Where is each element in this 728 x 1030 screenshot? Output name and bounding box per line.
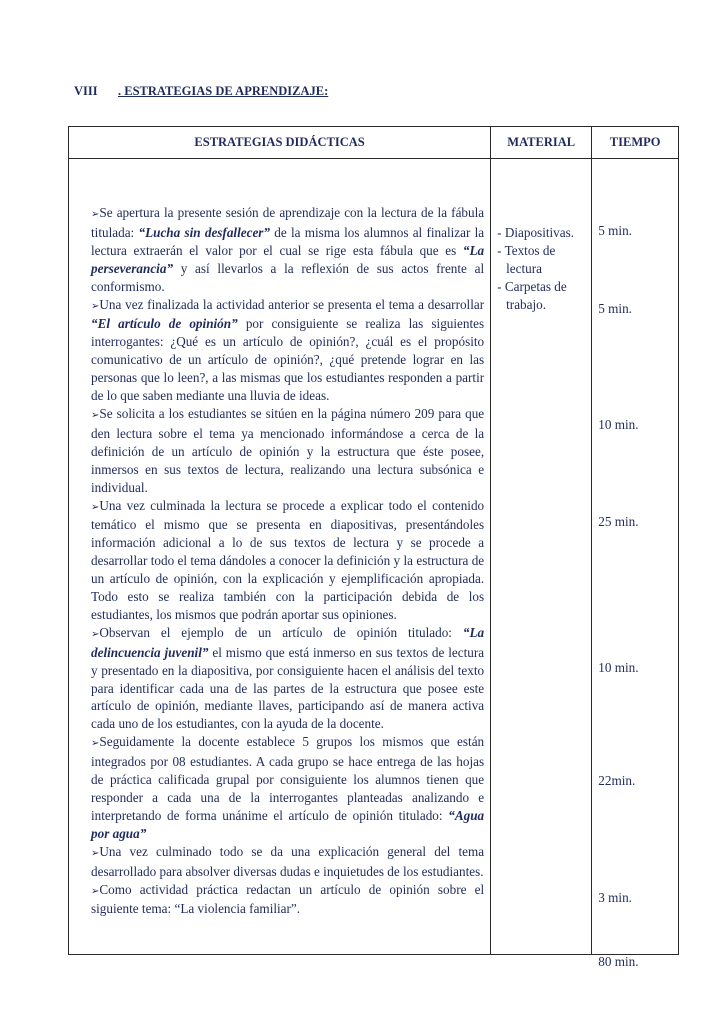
emphasized-title: “Lucha sin desfallecer” (138, 224, 271, 240)
header-time: TIEMPO (592, 127, 679, 159)
strategy-paragraph (91, 405, 484, 497)
time-value: 5 min. (598, 301, 632, 316)
paragraph-text: el mismo que está inmerso en sus textos de lectura y presentado en la diapositiva, por consiguiente hacen el análisis del texto para identificar cada una de las partes de la estructura que posee este artículo de opinión, mediante llaves, participando así de manera activa cada uno de los estudiantes, con la ayuda de la docente. (91, 644, 485, 732)
time-value: 10 min. (598, 417, 639, 432)
time-value: 5 min. (598, 223, 632, 238)
paragraph-text: y así llevarlos a la reflexión de sus actos frente al conformismo. (91, 260, 485, 294)
emphasized-title: “La delincuencia juvenil” (91, 624, 485, 660)
paragraph-text: Seguidamente la docente establece 5 grupos los mismos que están integrados por 08 estudiantes. A cada grupo se hace entrega de las hojas de práctica calificada grupal por consiguiente los alumnos tienen que responder a cada una de la interrogantes planteadas analizando e interpretando de forma unánime el artículo de opinión titulado: (91, 734, 485, 823)
strategies-cell (69, 159, 491, 955)
time-value: 80 min. (598, 954, 639, 969)
time-value: 22min. (598, 773, 636, 788)
strategy-paragraph (91, 497, 484, 624)
time-value: 3 min. (598, 890, 632, 905)
material-item: trabajo. (506, 296, 547, 312)
paragraph-text: Se solicita a los estudiantes se sitúen en la página número 209 para que den lectura sobre el tema ya mencionado informándose a cerca de la definición de un artículo de opinión y la estructura que éste posee, inmersos en sus textos de lectura, realizando una lectura subsónica e individual. (91, 405, 485, 495)
table-header-row (69, 127, 679, 159)
section-title: . ESTRATEGIAS DE APRENDIZAJE: (118, 84, 329, 98)
material-list (491, 159, 591, 314)
material-item: - Diapositivas. (497, 225, 575, 240)
arrow-bullet-icon: ➢ (91, 628, 100, 640)
paragraph-text: Una vez culminada la lectura se procede a explicar todo el contenido temático el mismo que se presenta en diapositivas, presentándoles información adicional a lo de sus textos de lectura y se procede a desarrollar todo el tema dándoles a conocer la definición y la estructura de un artículo de opinión, con la explicación y ejemplificación apropiada. Todo esto se realiza también con la participación debida de los estudiantes, los mismos que podrán aportar sus opiniones. (91, 497, 485, 622)
paragraph-text: por consiguiente se realiza las siguientes interrogantes: ¿Qué es un artículo de opinión?, ¿cuál es el propósito comunicativo de un artículo de opinión?, ¿qué pretende lograr en las personas que lo leen?, a las mismas que los estudiantes responden a partir de lo que saben mediante una lluvia de ideas. (91, 316, 485, 404)
time-value: 10 min. (598, 660, 639, 675)
emphasized-title: “El artículo de opinión” (91, 316, 238, 332)
material-item: - Carpetas de (497, 278, 567, 294)
strategy-paragraph (91, 204, 484, 296)
arrow-bullet-icon: ➢ (91, 209, 100, 220)
paragraph-text: Observan el ejemplo de un artículo de opinión titulado: (99, 624, 463, 640)
arrow-bullet-icon: ➢ (91, 885, 100, 897)
arrow-bullet-icon: ➢ (91, 738, 100, 750)
header-material: MATERIAL (491, 127, 592, 159)
strategy-paragraph (91, 843, 484, 881)
arrow-bullet-icon: ➢ (91, 847, 100, 859)
strategy-paragraph (91, 881, 484, 919)
strategies-text (69, 159, 490, 918)
paragraph-text: Se apertura la presente sesión de aprendizaje con la lectura de la fábula titulada: (91, 205, 485, 240)
arrow-bullet-icon: ➢ (91, 501, 100, 513)
strategy-paragraph (91, 296, 484, 405)
material-item: - Textos de (497, 242, 556, 258)
emphasized-title: “La perseverancia” (91, 242, 485, 276)
strategy-paragraph (91, 733, 484, 842)
section-heading (74, 84, 328, 99)
strategy-paragraph (91, 624, 484, 733)
arrow-bullet-icon: ➢ (91, 300, 100, 312)
header-strategies: ESTRATEGIAS DIDÁCTICAS (69, 127, 491, 159)
paragraph-text: Una vez finalizada la actividad anterior se presenta el tema a desarrollar (99, 296, 485, 312)
emphasized-title: “Agua por agua” (91, 807, 485, 841)
time-value: 25 min. (598, 514, 639, 529)
paragraph-text: Una vez culminado todo se da una explicación general del tema desarrollado para absolver diversas dudas e inquietudes de los estudiantes. (91, 843, 485, 879)
section-number: VIII (74, 84, 98, 98)
paragraph-text: de la misma los alumnos al finalizar la lectura extraerán el valor por el cual se rige esta fábula que es (91, 224, 485, 258)
arrow-bullet-icon: ➢ (91, 409, 100, 421)
time-cell (592, 159, 679, 969)
strategies-table (68, 126, 679, 969)
material-cell (491, 159, 592, 955)
material-item: lectura (506, 260, 543, 276)
paragraph-text: Como actividad práctica redactan un artículo de opinión sobre el siguiente tema: “La violencia familiar”. (91, 881, 485, 917)
table-body-row (69, 159, 679, 955)
